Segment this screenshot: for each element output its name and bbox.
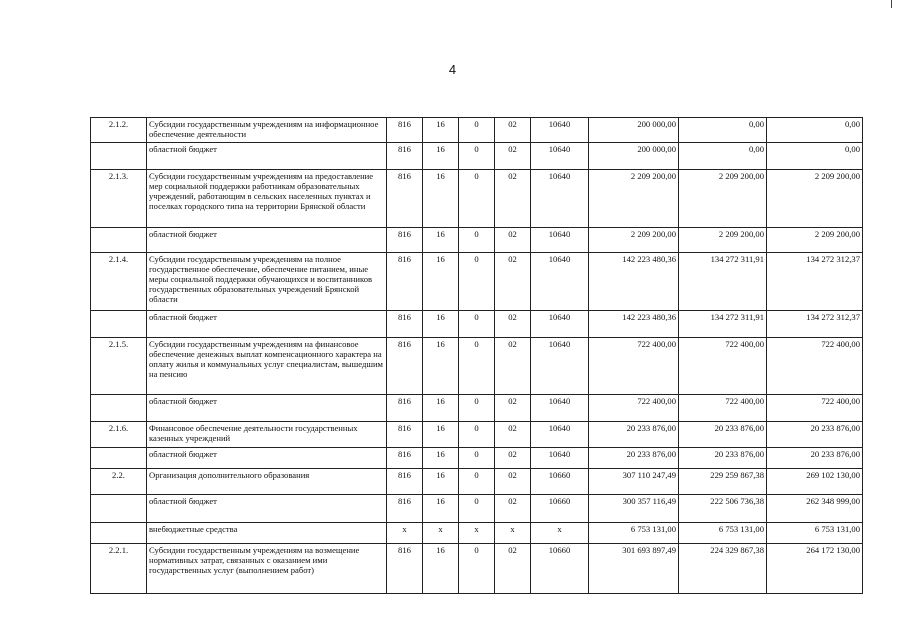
code-program: 02 — [495, 170, 531, 228]
table-row — [91, 422, 863, 448]
amount-year-1: 142 223 480,36 — [589, 311, 679, 338]
code-subsection: 0 — [459, 253, 495, 311]
amount-year-2: 722 400,00 — [679, 395, 767, 422]
amount-year-3: 6 753 131,00 — [767, 523, 863, 544]
code-target: 10640 — [531, 338, 589, 395]
row-number — [91, 448, 147, 469]
amount-year-1: 6 753 131,00 — [589, 523, 679, 544]
budget-table — [90, 117, 863, 594]
table-row — [91, 469, 863, 495]
code-section: 16 — [423, 170, 459, 228]
row-number: 2.1.5. — [91, 338, 147, 395]
amount-year-1: 2 209 200,00 — [589, 228, 679, 253]
code-section: 16 — [423, 311, 459, 338]
amount-year-2: 229 259 867,38 — [679, 469, 767, 495]
code-target: 10640 — [531, 118, 589, 143]
code-subsection: 0 — [459, 170, 495, 228]
code-subsection: 0 — [459, 544, 495, 594]
row-number — [91, 143, 147, 170]
code-target: 10640 — [531, 143, 589, 170]
code-ministry: 816 — [387, 253, 423, 311]
table-row — [91, 253, 863, 311]
row-number — [91, 311, 147, 338]
amount-year-3: 722 400,00 — [767, 338, 863, 395]
code-section: 16 — [423, 469, 459, 495]
amount-year-2: 20 233 876,00 — [679, 422, 767, 448]
code-ministry: 816 — [387, 338, 423, 395]
amount-year-1: 200 000,00 — [589, 143, 679, 170]
code-program: 02 — [495, 338, 531, 395]
code-subsection: 0 — [459, 311, 495, 338]
code-target: 10640 — [531, 228, 589, 253]
row-number — [91, 523, 147, 544]
row-name: областной бюджет — [147, 395, 387, 422]
amount-year-1: 300 357 116,49 — [589, 495, 679, 523]
code-subsection: 0 — [459, 338, 495, 395]
code-ministry: 816 — [387, 395, 423, 422]
page-number: 4 — [448, 62, 457, 77]
amount-year-3: 2 209 200,00 — [767, 228, 863, 253]
code-section: 16 — [423, 228, 459, 253]
amount-year-1: 722 400,00 — [589, 395, 679, 422]
amount-year-1: 20 233 876,00 — [589, 422, 679, 448]
amount-year-2: 224 329 867,38 — [679, 544, 767, 594]
code-subsection: 0 — [459, 118, 495, 143]
row-number — [91, 228, 147, 253]
amount-year-1: 2 209 200,00 — [589, 170, 679, 228]
code-program: 02 — [495, 448, 531, 469]
table-row — [91, 523, 863, 544]
code-ministry: 816 — [387, 422, 423, 448]
amount-year-3: 2 209 200,00 — [767, 170, 863, 228]
table-row — [91, 228, 863, 253]
code-ministry: х — [387, 523, 423, 544]
amount-year-3: 134 272 312,37 — [767, 311, 863, 338]
code-section: 16 — [423, 544, 459, 594]
code-section: 16 — [423, 422, 459, 448]
table-row — [91, 170, 863, 228]
row-name: областной бюджет — [147, 495, 387, 523]
row-name: Финансовое обеспечение деятельности государственных казенных учреждений — [147, 422, 387, 448]
code-subsection: х — [459, 523, 495, 544]
amount-year-1: 200 000,00 — [589, 118, 679, 143]
code-subsection: 0 — [459, 469, 495, 495]
code-program: 02 — [495, 544, 531, 594]
row-name: Субсидии государственным учреждениям на финансовое обеспечение денежных выплат компенсационного характера на оплату жилья и коммунальных услуг специалистам, вышедшим на пенсию — [147, 338, 387, 395]
code-subsection: 0 — [459, 448, 495, 469]
amount-year-3: 264 172 130,00 — [767, 544, 863, 594]
amount-year-3: 722 400,00 — [767, 395, 863, 422]
code-program: 02 — [495, 495, 531, 523]
code-program: 02 — [495, 469, 531, 495]
amount-year-2: 222 506 736,38 — [679, 495, 767, 523]
code-ministry: 816 — [387, 495, 423, 523]
code-subsection: 0 — [459, 228, 495, 253]
table-row — [91, 311, 863, 338]
code-program: х — [495, 523, 531, 544]
corner-mark — [891, 0, 892, 8]
code-ministry: 816 — [387, 143, 423, 170]
code-section: 16 — [423, 495, 459, 523]
row-name: областной бюджет — [147, 143, 387, 170]
row-name: областной бюджет — [147, 228, 387, 253]
code-ministry: 816 — [387, 228, 423, 253]
code-ministry: 816 — [387, 170, 423, 228]
code-target: х — [531, 523, 589, 544]
code-target: 10640 — [531, 422, 589, 448]
row-number: 2.1.6. — [91, 422, 147, 448]
code-program: 02 — [495, 395, 531, 422]
code-section: 16 — [423, 395, 459, 422]
code-section: х — [423, 523, 459, 544]
code-program: 02 — [495, 228, 531, 253]
code-ministry: 816 — [387, 544, 423, 594]
row-number — [91, 395, 147, 422]
table-row — [91, 338, 863, 395]
row-name: Субсидии государственным учреждениям на возмещение нормативных затрат, связанных с оказанием ими государственных услуг (выполнением работ) — [147, 544, 387, 594]
table-row — [91, 395, 863, 422]
row-number: 2.1.2. — [91, 118, 147, 143]
amount-year-3: 262 348 999,00 — [767, 495, 863, 523]
row-name: Субсидии государственным учреждениям на информационное обеспечение деятельности — [147, 118, 387, 143]
code-section: 16 — [423, 143, 459, 170]
code-subsection: 0 — [459, 143, 495, 170]
table-row — [91, 495, 863, 523]
code-section: 16 — [423, 118, 459, 143]
row-name: областной бюджет — [147, 448, 387, 469]
row-name: Организация дополнительного образования — [147, 469, 387, 495]
table-row — [91, 143, 863, 170]
code-target: 10660 — [531, 544, 589, 594]
code-target: 10640 — [531, 395, 589, 422]
code-section: 16 — [423, 253, 459, 311]
row-number: 2.2.1. — [91, 544, 147, 594]
amount-year-3: 20 233 876,00 — [767, 448, 863, 469]
code-subsection: 0 — [459, 422, 495, 448]
row-name: внебюджетные средства — [147, 523, 387, 544]
amount-year-3: 0,00 — [767, 143, 863, 170]
table-row — [91, 118, 863, 143]
row-number: 2.1.4. — [91, 253, 147, 311]
code-target: 10640 — [531, 311, 589, 338]
table-row — [91, 448, 863, 469]
amount-year-1: 301 693 897,49 — [589, 544, 679, 594]
amount-year-2: 0,00 — [679, 118, 767, 143]
code-ministry: 816 — [387, 469, 423, 495]
amount-year-1: 722 400,00 — [589, 338, 679, 395]
code-section: 16 — [423, 338, 459, 395]
code-target: 10640 — [531, 253, 589, 311]
code-target: 10640 — [531, 170, 589, 228]
code-program: 02 — [495, 253, 531, 311]
code-program: 02 — [495, 422, 531, 448]
code-program: 02 — [495, 143, 531, 170]
amount-year-2: 6 753 131,00 — [679, 523, 767, 544]
amount-year-2: 134 272 311,91 — [679, 253, 767, 311]
amount-year-3: 0,00 — [767, 118, 863, 143]
amount-year-2: 20 233 876,00 — [679, 448, 767, 469]
row-number — [91, 495, 147, 523]
row-number: 2.1.3. — [91, 170, 147, 228]
amount-year-2: 134 272 311,91 — [679, 311, 767, 338]
row-name: Субсидии государственным учреждениям на полное государственное обеспечение, обеспечение питанием, иные меры социальной поддержки обучающихся и воспитанников государственных образовательных учреждений Брянской области — [147, 253, 387, 311]
row-number: 2.2. — [91, 469, 147, 495]
table-row — [91, 544, 863, 594]
amount-year-3: 269 102 130,00 — [767, 469, 863, 495]
amount-year-1: 20 233 876,00 — [589, 448, 679, 469]
amount-year-3: 20 233 876,00 — [767, 422, 863, 448]
amount-year-1: 142 223 480,36 — [589, 253, 679, 311]
row-name: Субсидии государственным учреждениям на предоставление мер социальной поддержки работникам образовательных учреждений, работающим в сельских населенных пунктах и поселках городского типа на территории Брянской области — [147, 170, 387, 228]
amount-year-2: 0,00 — [679, 143, 767, 170]
amount-year-3: 134 272 312,37 — [767, 253, 863, 311]
code-ministry: 816 — [387, 448, 423, 469]
code-subsection: 0 — [459, 395, 495, 422]
code-target: 10660 — [531, 495, 589, 523]
code-target: 10640 — [531, 448, 589, 469]
code-target: 10660 — [531, 469, 589, 495]
amount-year-2: 722 400,00 — [679, 338, 767, 395]
code-program: 02 — [495, 311, 531, 338]
code-subsection: 0 — [459, 495, 495, 523]
code-program: 02 — [495, 118, 531, 143]
row-name: областной бюджет — [147, 311, 387, 338]
amount-year-2: 2 209 200,00 — [679, 170, 767, 228]
amount-year-2: 2 209 200,00 — [679, 228, 767, 253]
code-section: 16 — [423, 448, 459, 469]
amount-year-1: 307 110 247,49 — [589, 469, 679, 495]
code-ministry: 816 — [387, 118, 423, 143]
code-ministry: 816 — [387, 311, 423, 338]
